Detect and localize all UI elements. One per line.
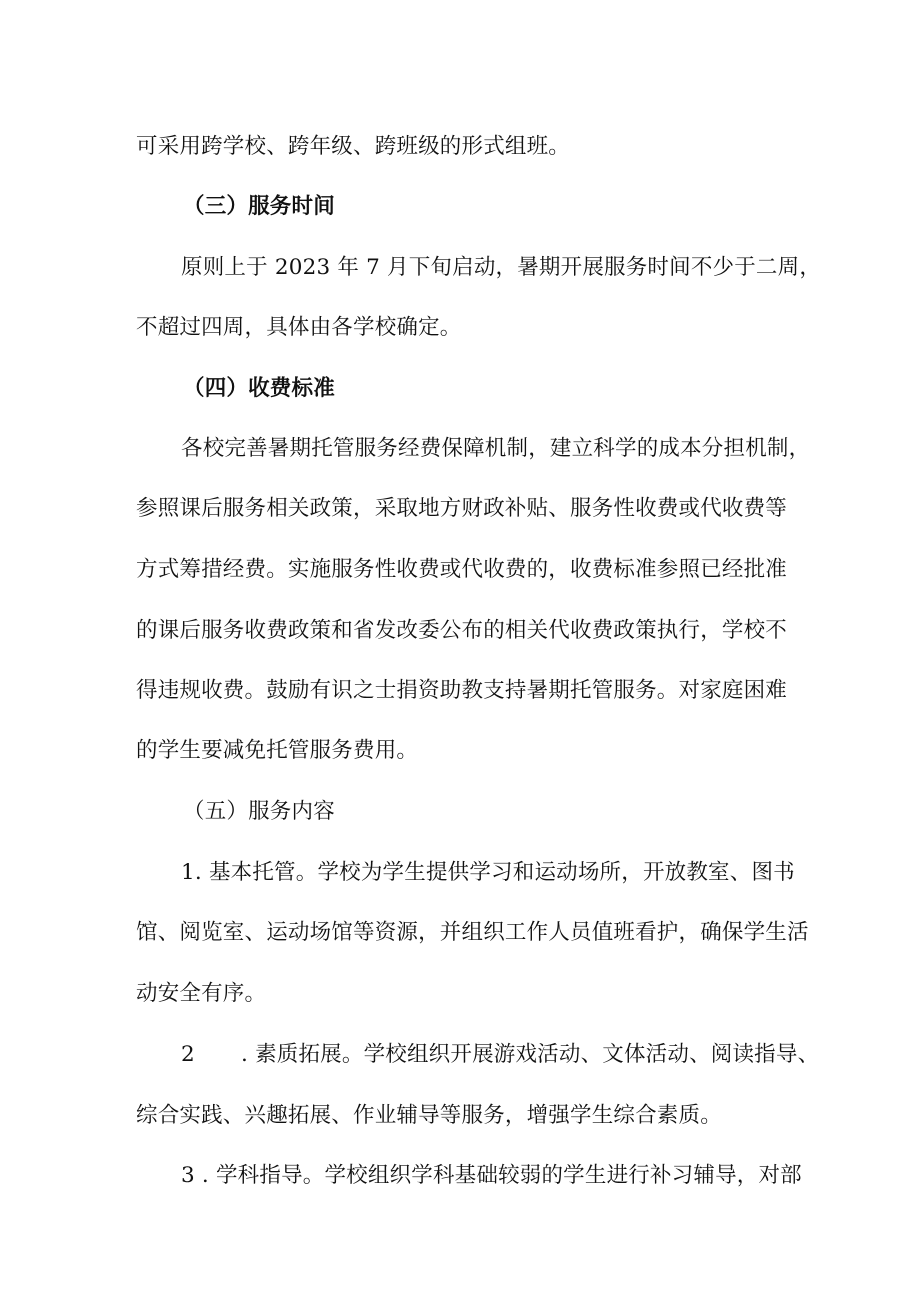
paragraph-line: 参照课后服务相关政策，采取地方财政补贴、服务性收费或代收费等 [136,496,788,521]
list-item-line: 综合实践、兴趣拓展、作业辅导等服务，增强学生综合素质。 [136,1103,722,1128]
section-heading-service-content: （五）服务内容 [183,799,335,824]
list-item-line: . 素质拓展。学校组织开展游戏活动、文体活动、阅读指导、 [241,1042,820,1067]
paragraph-line: 原则上于 2023 年 7 月下旬启动，暑期开展服务时间不少于二周， [181,255,822,280]
list-item-line: 动安全有序。 [136,981,267,1006]
section-heading-fee-standard: （四）收费标准 [183,376,335,401]
paragraph-line: 的学生要减免托管服务费用。 [136,738,419,763]
paragraph-line: 不超过四周，具体由各学校确定。 [136,315,462,340]
paragraph-line: 可采用跨学校、跨年级、跨班级的形式组班。 [136,134,571,159]
paragraph-line: 的课后服务收费政策和省发改委公布的相关代收费政策执行，学校不 [136,618,788,643]
list-item-line: 3 . 学科指导。学校组织学科基础较弱的学生进行补习辅导，对部 [181,1163,802,1188]
paragraph-line: 方式筹措经费。实施服务性收费或代收费的，收费标准参照已经批准 [136,557,788,582]
list-item-line: 1. 基本托管。学校为学生提供学习和运动场所，开放教室、图书 [181,860,795,885]
list-item-number: 2 [181,1042,195,1067]
paragraph-line: 得违规收费。鼓励有识之士捐资助教支持暑期托管服务。对家庭困难 [136,678,788,703]
paragraph-line: 各校完善暑期托管服务经费保障机制，建立科学的成本分担机制， [181,436,811,461]
section-heading-service-time: （三）服务时间 [183,194,335,219]
list-item-line: 馆、阅览室、运动场馆等资源，并组织工作人员值班看护，确保学生活 [136,920,809,945]
